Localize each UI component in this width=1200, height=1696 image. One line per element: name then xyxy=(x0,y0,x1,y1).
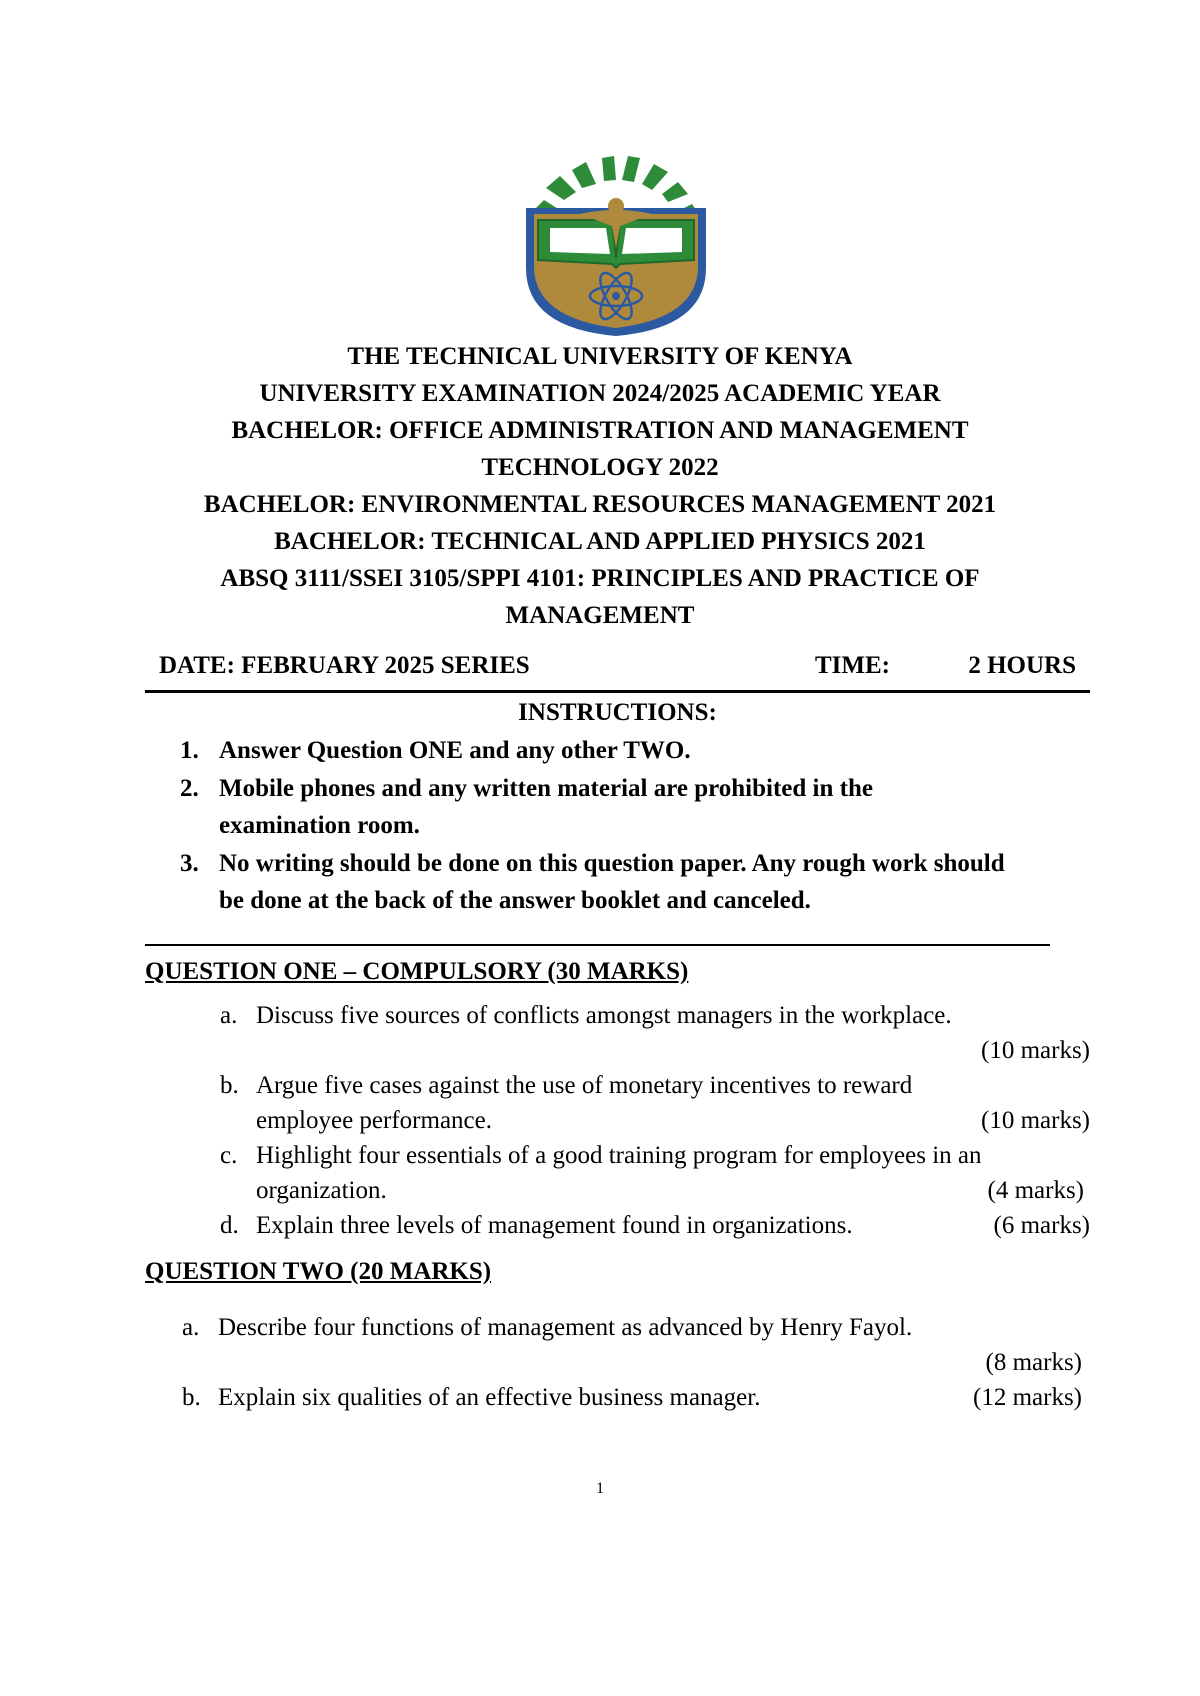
part-text: Argue five cases against the use of monetary incentives to reward xyxy=(256,1072,913,1099)
instruction-item xyxy=(175,732,1055,769)
question-two-title: QUESTION TWO (20 MARKS) xyxy=(145,1258,492,1285)
part-marks: (12 marks) xyxy=(973,1384,1082,1411)
part-text: Describe four functions of management as advanced by Henry Fayol. xyxy=(218,1314,913,1341)
question-part xyxy=(182,1310,1088,1380)
part-text: Discuss five sources of conflicts amongst managers in the workplace. xyxy=(256,1002,952,1029)
programme-line-1: BACHELOR: OFFICE ADMINISTRATION AND MANAGEMENT xyxy=(231,417,969,444)
instruction-number: 2. xyxy=(180,775,199,802)
part-letter: b. xyxy=(220,1072,239,1099)
part-letter: a. xyxy=(182,1314,200,1341)
question-part xyxy=(220,998,1090,1068)
instructions-divider xyxy=(145,944,1050,946)
instructions-list xyxy=(175,732,1055,919)
part-text: Explain six qualities of an effective business manager. xyxy=(218,1384,761,1411)
page-number: 1 xyxy=(596,1480,604,1497)
part-text-cont: employee performance. xyxy=(256,1107,492,1134)
part-letter: c. xyxy=(220,1142,238,1169)
date-time-row xyxy=(145,652,1090,688)
time-value: 2 HOURS xyxy=(968,652,1076,679)
exam-header xyxy=(130,338,1070,634)
instructions-title: INSTRUCTIONS: xyxy=(518,699,717,726)
part-text: Explain three levels of management found in organizations. xyxy=(256,1212,853,1239)
part-marks: (4 marks) xyxy=(987,1177,1084,1204)
exam-date: DATE: FEBRUARY 2025 SERIES xyxy=(159,652,530,679)
part-text: Highlight four essentials of a good training program for employees in an xyxy=(256,1142,982,1169)
exam-title: UNIVERSITY EXAMINATION 2024/2025 ACADEMIC YEAR xyxy=(259,380,941,407)
instruction-item xyxy=(175,770,1055,844)
university-logo xyxy=(516,148,716,338)
time-label: TIME: xyxy=(815,652,890,679)
part-marks: (10 marks) xyxy=(981,1037,1090,1064)
part-letter: a. xyxy=(220,1002,238,1029)
programme-line-3: BACHELOR: TECHNICAL AND APPLIED PHYSICS 2021 xyxy=(274,528,926,555)
part-marks: (6 marks) xyxy=(993,1212,1090,1239)
part-text-cont: organization. xyxy=(256,1177,387,1204)
instruction-number: 3. xyxy=(180,850,199,877)
header-divider xyxy=(145,690,1090,693)
part-letter: d. xyxy=(220,1212,239,1239)
question-one-parts xyxy=(220,998,1090,1243)
question-part xyxy=(220,1208,1090,1243)
instruction-text: Mobile phones and any written material are prohibited in the examination room. xyxy=(219,775,873,839)
part-letter: b. xyxy=(182,1384,201,1411)
university-name: THE TECHNICAL UNIVERSITY OF KENYA xyxy=(347,343,853,370)
instruction-item xyxy=(175,845,1055,919)
question-one-title: QUESTION ONE – COMPULSORY (30 MARKS) xyxy=(145,958,689,985)
course-title-cont: MANAGEMENT xyxy=(505,602,695,629)
question-two-parts xyxy=(182,1310,1088,1415)
instruction-text: Answer Question ONE and any other TWO. xyxy=(219,737,691,764)
programme-line-1-cont: TECHNOLOGY 2022 xyxy=(481,454,719,481)
question-part xyxy=(220,1138,1090,1208)
instruction-text: No writing should be done on this question paper. Any rough work should be done at the back of the answer booklet and canceled. xyxy=(219,850,1005,914)
programme-line-2: BACHELOR: ENVIRONMENTAL RESOURCES MANAGEMENT 2021 xyxy=(203,491,997,518)
question-part xyxy=(220,1068,1090,1138)
question-part xyxy=(182,1380,1088,1415)
part-marks: (8 marks) xyxy=(985,1349,1082,1376)
course-code-title: ABSQ 3111/SSEI 3105/SPPI 4101: PRINCIPLES AND PRACTICE OF xyxy=(220,565,980,592)
instruction-number: 1. xyxy=(180,737,199,764)
part-marks: (10 marks) xyxy=(981,1107,1090,1134)
